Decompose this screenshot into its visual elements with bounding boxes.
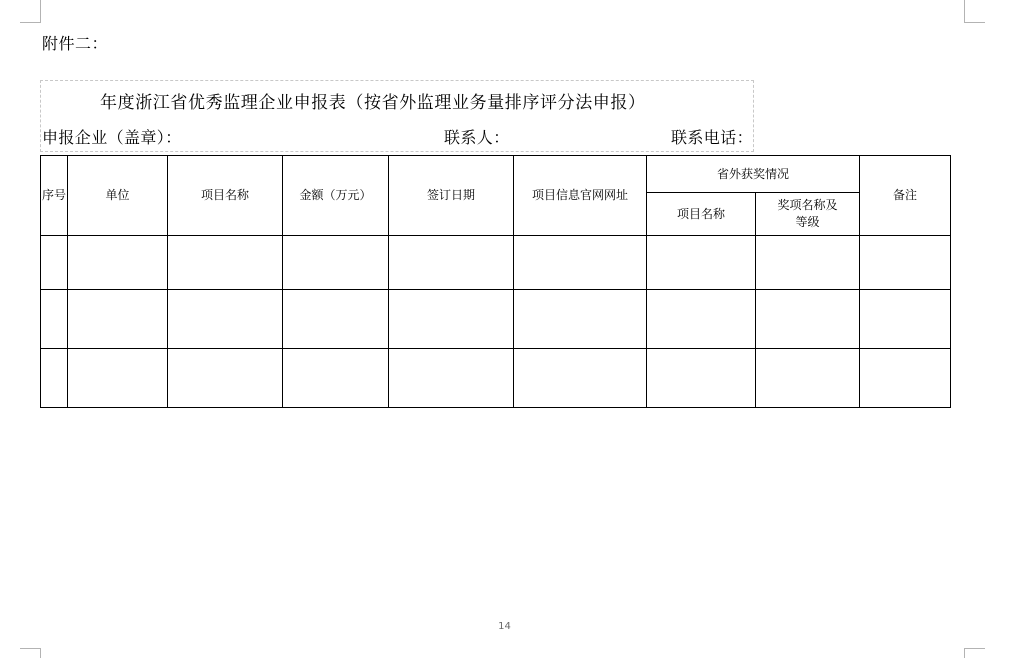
table-cell[interactable] — [860, 290, 951, 349]
table-cell[interactable] — [647, 290, 756, 349]
table-header-row — [41, 156, 951, 193]
page-number: 14 — [498, 621, 511, 632]
table-cell[interactable] — [283, 236, 389, 290]
table-cell[interactable] — [168, 236, 283, 290]
table-cell[interactable] — [168, 349, 283, 408]
table-cell[interactable] — [389, 290, 514, 349]
header-award-group: 省外获奖情况 — [647, 156, 860, 193]
table-cell[interactable] — [860, 236, 951, 290]
crop-mark-top-left — [20, 0, 41, 23]
header-remarks: 备注 — [860, 156, 951, 236]
header-award-name-level — [756, 193, 860, 236]
table-cell[interactable] — [41, 290, 68, 349]
table-cell[interactable] — [860, 349, 951, 408]
phone-field-label: 联系电话： — [671, 128, 754, 147]
header-sign-date: 签订日期 — [389, 156, 514, 236]
header-seq: 序号 — [41, 156, 68, 236]
crop-mark-top-right — [964, 0, 985, 23]
table-cell[interactable] — [389, 236, 514, 290]
header-website: 项目信息官网网址 — [514, 156, 647, 236]
table-cell[interactable] — [68, 236, 168, 290]
table-cell[interactable] — [647, 236, 756, 290]
table-cell[interactable] — [41, 349, 68, 408]
table-row — [41, 349, 951, 408]
header-unit: 单位 — [68, 156, 168, 236]
table-cell[interactable] — [41, 236, 68, 290]
header-award-name-line1: 奖项名称及 — [777, 198, 838, 212]
table-cell[interactable] — [389, 349, 514, 408]
header-project-name: 项目名称 — [168, 156, 283, 236]
table-cell[interactable] — [514, 290, 647, 349]
table-cell[interactable] — [647, 349, 756, 408]
table-cell[interactable] — [756, 290, 860, 349]
table-cell[interactable] — [756, 236, 860, 290]
header-amount: 金额（万元） — [283, 156, 389, 236]
table-row — [41, 236, 951, 290]
contact-field-label: 联系人： — [444, 128, 510, 147]
table-cell[interactable] — [514, 236, 647, 290]
table-cell[interactable] — [168, 290, 283, 349]
table-cell[interactable] — [283, 290, 389, 349]
table-cell[interactable] — [514, 349, 647, 408]
header-award-project-name: 项目名称 — [647, 193, 756, 236]
table-cell[interactable] — [68, 290, 168, 349]
report-table — [40, 155, 951, 408]
company-field-label: 申报企业（盖章）： — [42, 128, 182, 147]
table-row — [41, 290, 951, 349]
form-title: 年度浙江省优秀监理企业申报表（按省外监理业务量排序评分法申报） — [100, 93, 646, 113]
attachment-label: 附件二： — [42, 34, 109, 53]
table-cell[interactable] — [283, 349, 389, 408]
table-cell[interactable] — [756, 349, 860, 408]
header-award-name-line2: 等级 — [795, 215, 820, 229]
table-cell[interactable] — [68, 349, 168, 408]
